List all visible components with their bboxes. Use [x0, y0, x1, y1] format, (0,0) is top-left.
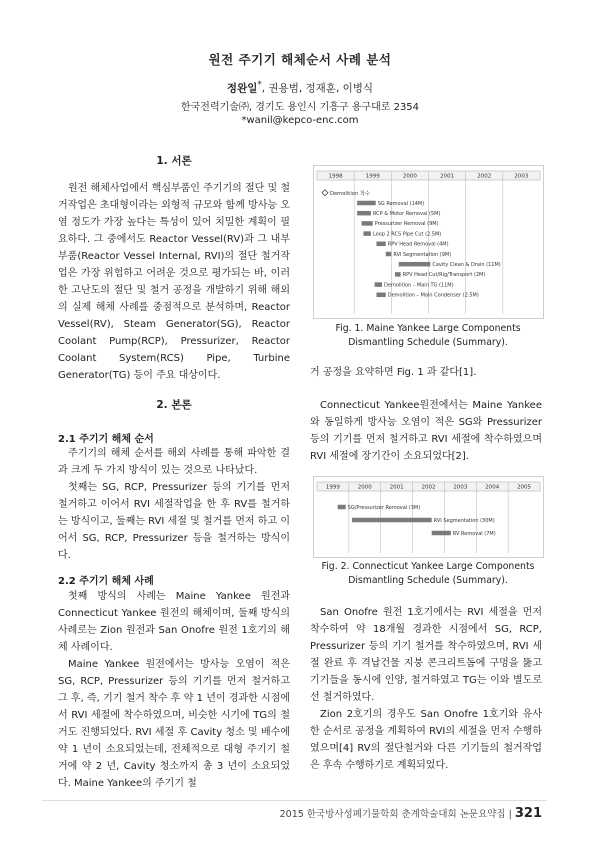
paper-title: 원전 주기기 해체순서 사례 분석 — [208, 52, 392, 67]
footer-text: 2015 한국방사성폐기물학회 춘계학술대회 논문요약집 — [279, 809, 509, 820]
section-2-1-heading: 2.1 주기기 해체 순서 — [58, 434, 154, 445]
task-bar — [352, 518, 432, 523]
footer-rule — [42, 800, 547, 801]
task-label: SG/Pressurizer Removal (3M) — [347, 504, 421, 511]
right-para-4: Zion 2호기의 경우도 San Onofre 1호기와 유사한 순서로 공정을 계획하여 RVI의 세절을 먼저 수행하였으며[4] RV의 절단철거와 다른 기기들의 철거작업은 후속 수행하기로 계획되었다. — [310, 709, 542, 771]
right-para-1: 거 공정을 요약하면 Fig. 1 과 같다[1]. — [310, 367, 477, 378]
figure-1 — [313, 165, 544, 319]
authors — [0, 80, 600, 96]
figure-2-gantt — [314, 477, 543, 557]
task-bar — [376, 293, 385, 298]
figure-1-gantt — [314, 166, 543, 318]
intro-heading: 1. 서론 — [156, 155, 192, 167]
task-label: RPV Head Cut/Rig/Transport (2M) — [402, 272, 486, 279]
author-mark: * — [257, 80, 262, 90]
task-label: SG Removal (14M) — [377, 200, 425, 207]
task-label: RVI Segmentation (9M) — [393, 251, 452, 258]
milestone-marker — [322, 190, 328, 196]
section-2-1-para-2: 첫째는 SG, RCP, Pressurizer 등의 기기를 먼저 철거하고 이어서 RVI 세절작업을 한 후 RV를 철거하는 방식이고, 둘째는 RVI 세절 및 철거를 먼저 하고 이어서 SG, RCP, Pressurizer 등을 철거하는 방식이다. — [58, 482, 290, 561]
year-label: 1999 — [365, 173, 380, 180]
year-label: 2000 — [357, 484, 372, 491]
task-bar — [357, 201, 376, 206]
task-label: RV Removal (7M) — [452, 530, 496, 537]
figure-2 — [313, 476, 544, 558]
year-label: 2001 — [440, 173, 455, 180]
milestone-label: Demolition 착수 — [330, 190, 370, 197]
year-label: 2002 — [421, 484, 436, 491]
year-label: 1998 — [328, 173, 343, 180]
year-label: 1999 — [325, 484, 340, 491]
task-bar — [338, 505, 346, 510]
year-label: 2004 — [485, 484, 500, 491]
section-2-2-para-1: 첫째 방식의 사례는 Maine Yankee 원전과 Connecticut Yankee 원전의 해체이며, 둘째 방식의 사례로는 Zion 원전과 San Onofre 원전 1호기의 해체 사례이다. — [58, 591, 290, 653]
task-label: RCP & Motor Removal (5M) — [372, 211, 441, 217]
section-2-2-para-2: Maine Yankee 원전에서는 방사능 오염이 적은 SG, RCP, Pressurizer 등의 기기를 먼저 철거하고 그 후, 즉, 기기 철거 착수 후 약 1 년이 경과한 시점에서 RVI 세절에 착수하였으며, 비슷한 시기에 TG의 철거도 진행되었다. RVI 세절 후 Cavity 청소 및 배수에 약 1 년이 소요되었는데, 전체적으로 대형 주기기 철거에 약 2 년, Cavity 청소까지 총 3 년이 소요되었다. Maine Yankee의 주기기 철 — [58, 659, 290, 789]
task-label: Demolition – Main TG (11M) — [384, 282, 454, 289]
task-bar — [432, 531, 451, 536]
section-2-2-heading: 2.2 주기기 해체 사례 — [58, 576, 154, 587]
footer-separator: | — [508, 809, 512, 820]
year-label: 2000 — [402, 173, 417, 180]
task-bar — [376, 242, 385, 247]
task-bar — [375, 282, 382, 287]
year-label: 2001 — [389, 484, 404, 491]
year-label: 2003 — [514, 173, 529, 180]
year-label: 2002 — [477, 173, 492, 180]
task-label: RPV Head Removal (4M) — [387, 241, 449, 248]
figure-1-caption: Fig. 1. Maine Yankee Large Components Dismantling Schedule (Summary). — [335, 323, 521, 348]
intro-paragraph: 원전 해체사업에서 핵심부품인 주기기의 절단 및 철거작업은 초대형이라는 외형적 규모와 함께 방사능 오염 정도가 가장 높다는 특성이 있어 치밀한 계획이 필요하다. 그 중에서도 Reactor Vessel(RV)과 그 내부부품(Reactor Vessel Internal, RVI)의 절단 철거작업은 가장 위험하고 어려운 것으로 평가되는 바, 이러한 고난도의 절단 및 철거 공정을 개발하기 위해 해외의 실제 해체 사례를 중점적으로 분석하며, Reactor Vessel(RV), Steam Generator(SG), Reactor Coolant Pump(RCP), Pressurizer, Reactor Coolant System(RCS) Pipe, Turbine Generator(TG) 등이 주요 대상이다. — [58, 183, 290, 381]
affiliation: 한국전력기술㈜, 경기도 용인시 기흥구 용구대로 2354 — [180, 102, 420, 113]
page-number: 321 — [514, 806, 542, 821]
figure-2-caption: Fig. 2. Connecticut Yankee Large Components Dismantling Schedule (Summary). — [321, 561, 535, 586]
footer — [280, 806, 542, 821]
task-label: Cavity Clean & Drain (11M) — [432, 262, 501, 268]
task-bar — [362, 221, 373, 226]
task-label: Loop 2 RCS Pipe Cut (2.5M) — [372, 231, 442, 238]
first-author: 정완일 — [226, 82, 258, 95]
year-label: 2005 — [517, 484, 532, 491]
right-para-2: Connecticut Yankee원전에서는 Maine Yankee와 동일하게 방사능 오염이 적은 SG와 Pressurizer 등의 기기를 먼저 철거하고 RVI 세절에 착수하였으며 RVI 세절에 장기간이 소요되었다[2]. — [310, 400, 542, 462]
task-bar — [386, 252, 392, 257]
task-bar — [395, 272, 401, 277]
task-label: RVI Segmentation (30M) — [433, 517, 495, 524]
section-2-1-para-1: 주기기의 해체 순서를 해외 사례를 통해 파악한 결과 크게 두 가지 방식이 있는 것으로 나타났다. — [58, 448, 290, 476]
email: *wanil@kepco-enc.com — [241, 115, 359, 126]
body-heading: 2. 본론 — [156, 399, 192, 411]
task-bar — [363, 231, 370, 236]
year-label: 2003 — [453, 484, 468, 491]
task-label: Demolition – Main Condenser (2.5M) — [387, 292, 479, 299]
task-bar — [399, 262, 431, 267]
right-para-3: San Onofre 원전 1호기에서는 RVI 세절을 먼저 착수하여 약 18개월 경과한 시점에서 SG, RCP, Pressurizer 등의 기기 철거를 착수하였으며, RVI 세절 완료 후 격납건물 지붕 콘크리트돔에 구멍을 뚫고 기기들을 동시에 인양, 철거하였고 TG는 이와 별도로 선 철거하였다. — [310, 607, 542, 703]
other-authors: , 권용범, 정재훈, 이병식 — [261, 82, 374, 95]
task-bar — [357, 211, 371, 216]
task-label: Pressurizer Removal (9M) — [374, 221, 439, 228]
